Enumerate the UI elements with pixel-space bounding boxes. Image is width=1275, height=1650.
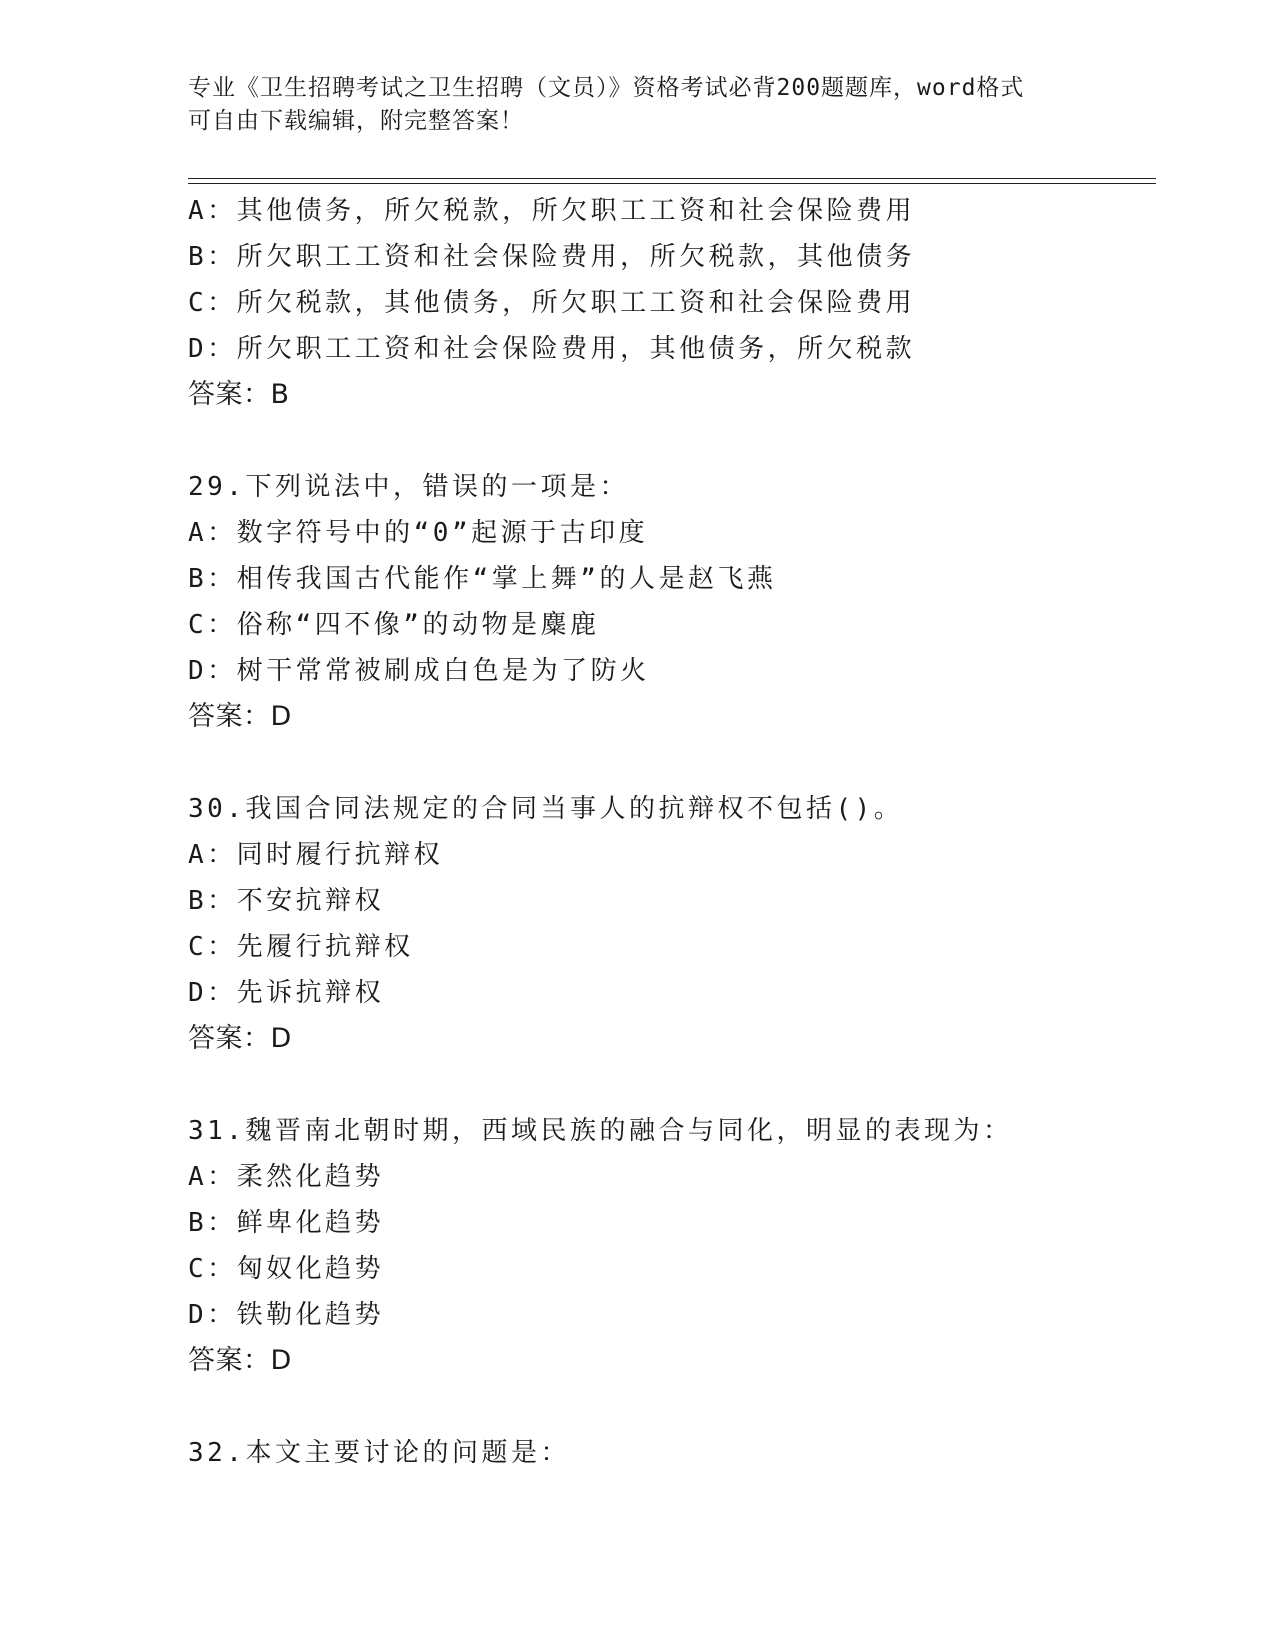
spacer	[188, 1384, 1148, 1430]
option-c: C：所欠税款，其他债务，所欠职工工资和社会保险费用	[188, 288, 916, 318]
answer-line: 答案：D	[188, 1023, 292, 1054]
question-list	[188, 188, 1148, 1476]
question-32	[188, 1430, 1148, 1476]
option-c: C：俗称“四不像”的动物是麋鹿	[188, 610, 600, 640]
option-d: D：先诉抗辩权	[188, 978, 385, 1008]
option-a: A：柔然化趋势	[188, 1162, 385, 1192]
question-31	[188, 1108, 1148, 1384]
option-c: C：先履行抗辩权	[188, 932, 414, 962]
option-b: B：不安抗辩权	[188, 886, 385, 916]
spacer	[188, 418, 1148, 464]
question-stem: 32.本文主要讨论的问题是：	[188, 1438, 570, 1468]
question-stem: 31.魏晋南北朝时期，西域民族的融合与同化，明显的表现为：	[188, 1116, 1013, 1146]
question-29	[188, 464, 1148, 740]
header-divider-bottom	[188, 183, 1156, 184]
header-title-line-1: 专业《卫生招聘考试之卫生招聘（文员）》资格考试必背200题题库，word格式	[188, 75, 1025, 101]
option-b: B：所欠职工工资和社会保险费用，所欠税款，其他债务	[188, 242, 916, 272]
question-28	[188, 188, 1148, 418]
question-stem: 30.我国合同法规定的合同当事人的抗辩权不包括()。	[188, 794, 904, 824]
header-divider-top	[188, 178, 1156, 179]
option-a: A：数字符号中的“0”起源于古印度	[188, 518, 649, 548]
document-header	[188, 72, 1088, 138]
option-b: B：相传我国古代能作“掌上舞”的人是赵飞燕	[188, 564, 777, 594]
option-a: A：其他债务，所欠税款，所欠职工工资和社会保险费用	[188, 196, 916, 226]
option-d: D：铁勒化趋势	[188, 1300, 385, 1330]
option-a: A：同时履行抗辩权	[188, 840, 444, 870]
option-d: D：所欠职工工资和社会保险费用，其他债务，所欠税款	[188, 334, 916, 364]
spacer	[188, 1062, 1148, 1108]
question-30	[188, 786, 1148, 1062]
question-stem: 29.下列说法中，错误的一项是：	[188, 472, 629, 502]
answer-line: 答案：D	[188, 1345, 292, 1376]
option-d: D：树干常常被刷成白色是为了防火	[188, 656, 650, 686]
answer-line: 答案：D	[188, 701, 292, 732]
spacer	[188, 740, 1148, 786]
option-b: B：鲜卑化趋势	[188, 1208, 385, 1238]
option-c: C：匈奴化趋势	[188, 1254, 385, 1284]
header-title-line-2: 可自由下载编辑，附完整答案！	[188, 108, 524, 134]
answer-line: 答案：B	[188, 379, 290, 410]
